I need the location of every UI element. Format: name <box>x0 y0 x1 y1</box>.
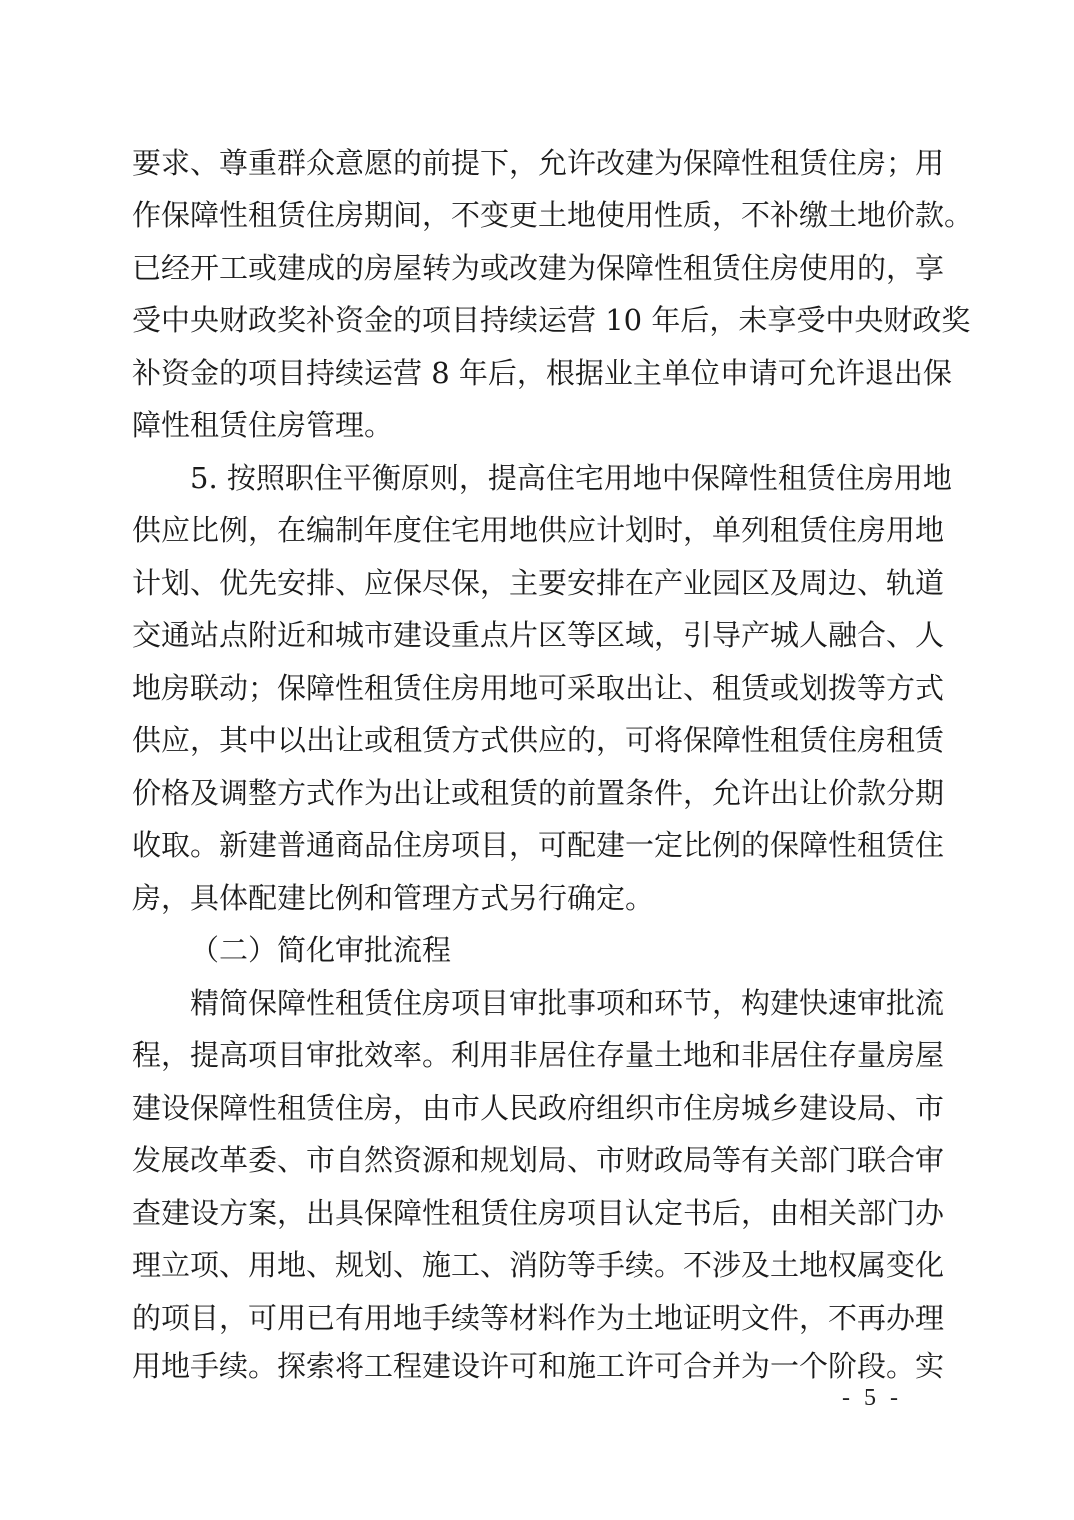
text-line: 查建设方案，出具保障性租赁住房项目认定书后，由相关部门办 <box>132 1196 945 1230</box>
text-line: 的项目，可用已有用地手续等材料作为土地证明文件，不再办理 <box>132 1301 945 1335</box>
text-line: 发展改革委、市自然资源和规划局、市财政局等有关部门联合审 <box>132 1143 945 1177</box>
paragraph-first-line: 精简保障性租赁住房项目审批事项和环节，构建快速审批流 <box>190 986 945 1020</box>
text-line: 供应比例，在编制年度住宅用地供应计划时，单列租赁住房用地 <box>132 513 945 547</box>
text-line: 建设保障性租赁住房，由市人民政府组织市住房城乡建设局、市 <box>132 1091 945 1125</box>
text-line: 交通站点附近和城市建设重点片区等区域，引导产城人融合、人 <box>132 618 945 652</box>
text-line: 已经开工或建成的房屋转为或改建为保障性租赁住房使用的，享 <box>132 251 945 285</box>
paragraph-first-line: 5. 按照职住平衡原则，提高住宅用地中保障性租赁住房用地 <box>190 461 952 495</box>
text-line: 补资金的项目持续运营 8 年后，根据业主单位申请可允许退出保 <box>132 356 952 390</box>
text-line: 地房联动；保障性租赁住房用地可采取出让、租赁或划拨等方式 <box>132 671 945 705</box>
text-line: 计划、优先安排、应保尽保，主要安排在产业园区及周边、轨道 <box>132 566 945 600</box>
text-line: 理立项、用地、规划、施工、消防等手续。不涉及土地权属变化 <box>132 1248 945 1282</box>
section-heading: （二）简化审批流程 <box>190 933 452 967</box>
page-number: - 5 - <box>842 1385 902 1411</box>
text-line: 价格及调整方式作为出让或租赁的前置条件，允许出让价款分期 <box>132 776 945 810</box>
text-line: 收取。新建普通商品住房项目，可配建一定比例的保障性租赁住 <box>132 828 945 862</box>
text-line: 房，具体配建比例和管理方式另行确定。 <box>132 881 655 915</box>
text-line: 受中央财政奖补资金的项目持续运营 10 年后，未享受中央财政奖 <box>132 303 971 337</box>
text-line: 作保障性租赁住房期间，不变更土地使用性质，不补缴土地价款。 <box>132 198 974 232</box>
text-line: 障性租赁住房管理。 <box>132 408 394 442</box>
text-line: 要求、尊重群众意愿的前提下，允许改建为保障性租赁住房；用 <box>132 146 945 180</box>
text-line: 程，提高项目审批效率。利用非居住存量土地和非居住存量房屋 <box>132 1038 945 1072</box>
text-line: 供应，其中以出让或租赁方式供应的，可将保障性租赁住房租赁 <box>132 723 945 757</box>
text-line: 用地手续。探索将工程建设许可和施工许可合并为一个阶段。实 <box>132 1349 945 1383</box>
